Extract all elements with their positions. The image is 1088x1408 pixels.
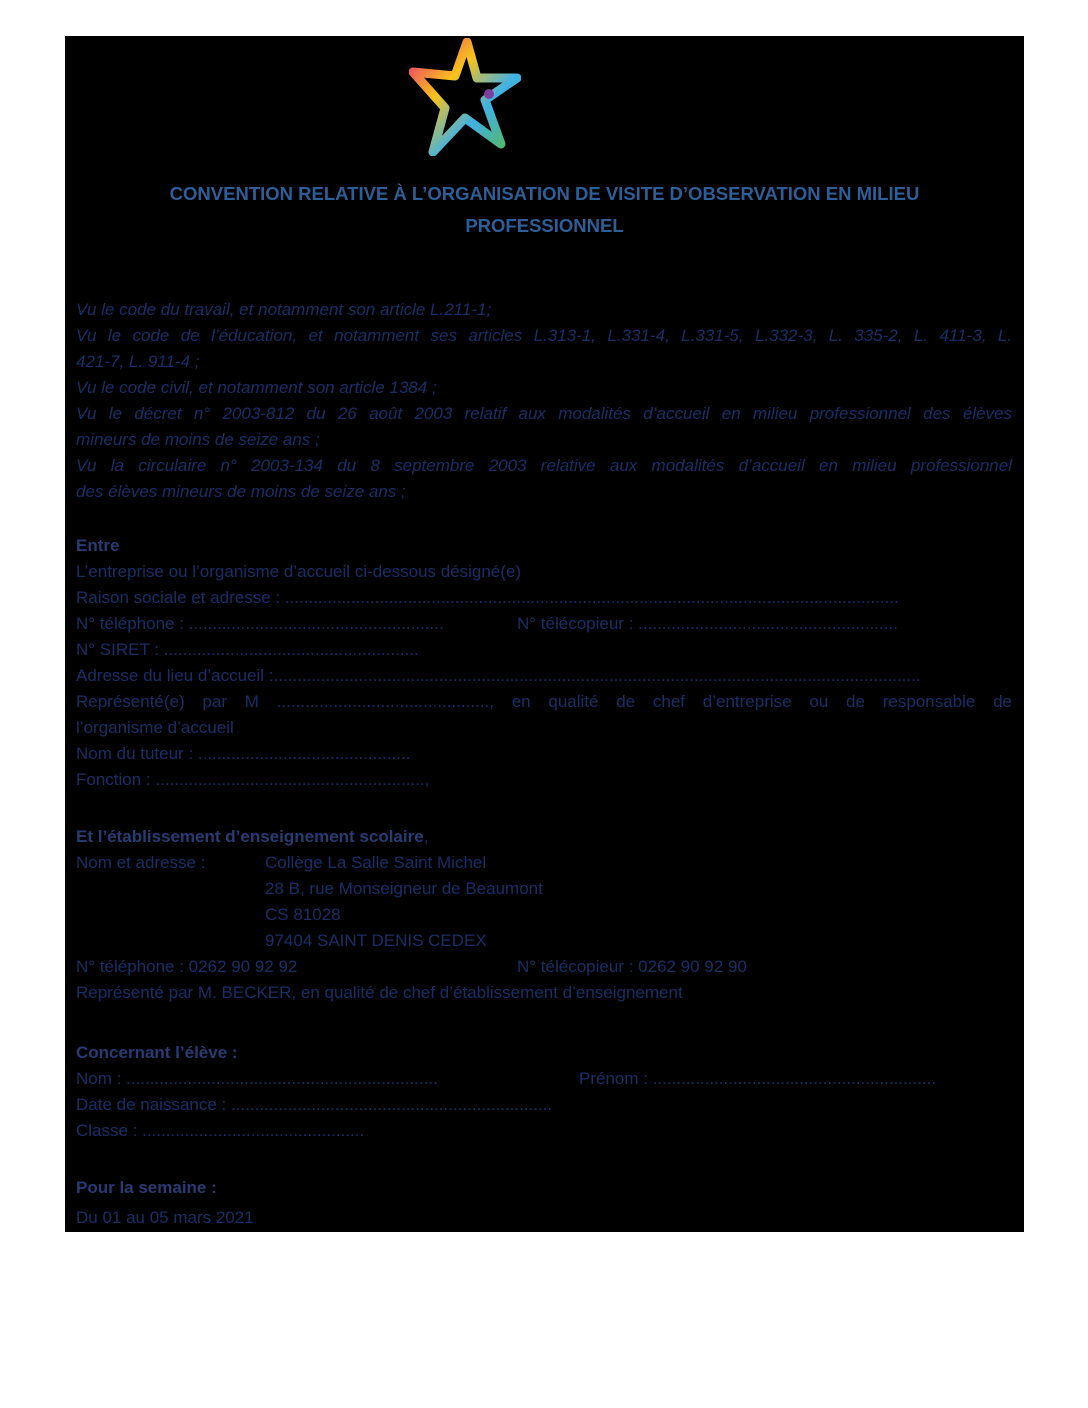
section-heading-week: Pour la semaine :	[76, 1178, 217, 1197]
star-logo-icon	[409, 38, 521, 156]
company-phone-field[interactable]: N° téléphone : ......................................................	[76, 614, 444, 633]
school-address-line: 28 B, rue Monseigneur de Beaumont	[265, 879, 543, 898]
representative-line-2: l’organisme d’accueil	[76, 718, 234, 737]
school-address-line: Collège La Salle Saint Michel	[265, 853, 487, 872]
week-dates: Du 01 au 05 mars 2021	[76, 1208, 254, 1227]
student-name-row	[76, 1066, 1012, 1092]
school-address-label: Nom et adresse :	[76, 853, 206, 872]
school-section	[76, 824, 1012, 1006]
representative-field[interactable]: Représenté(e) par M ............................................., en qualité de chef d’entreprise ou de responsable de	[76, 692, 1012, 711]
student-first-name-field[interactable]: Prénom : ............................................................	[579, 1069, 937, 1088]
week-section	[76, 1175, 1012, 1231]
school-address-row	[76, 876, 1012, 902]
company-section	[76, 533, 1012, 793]
company-name-address-field[interactable]: Raison sociale et adresse : ..................................................................................................................................	[76, 588, 899, 607]
title-line-1: CONVENTION RELATIVE À L’ORGANISATION DE VISITE D’OBSERVATION EN MILIEU	[169, 183, 920, 204]
tutor-name-field[interactable]: Nom du tuteur : .............................................	[76, 744, 411, 763]
host-address-field[interactable]: Adresse du lieu d’accueil :.........................................................................................................................................	[76, 666, 921, 685]
document-title	[105, 178, 984, 242]
student-class-field[interactable]: Classe : ...............................................	[76, 1121, 365, 1140]
company-fax-field[interactable]: N° télécopieur : .......................................................	[517, 614, 898, 633]
school-representative: Représenté par M. BECKER, en qualité de chef d’établissement d’enseignement	[76, 983, 683, 1002]
company-phone-fax-row	[76, 611, 1012, 637]
legal-line: Vu le décret n° 2003-812 du 26 août 2003 relatif aux modalités d’accueil en milieu professionnel des élèves	[76, 404, 1012, 423]
legal-line: des élèves mineurs de moins de seize ans ;	[76, 482, 406, 501]
tutor-function-field[interactable]: Fonction : .........................................................,	[76, 770, 430, 789]
section-heading-entre: Entre	[76, 536, 120, 555]
school-phone-fax-row	[76, 954, 1012, 980]
student-section	[76, 1040, 1012, 1144]
company-siret-field[interactable]: N° SIRET : ......................................................	[76, 640, 419, 659]
title-line-2: PROFESSIONNEL	[465, 215, 624, 236]
school-heading-row	[76, 824, 1012, 850]
document-page	[65, 36, 1024, 1232]
school-address-line: CS 81028	[265, 905, 341, 924]
section-heading-school: Et l’établissement d’enseignement scolaire	[76, 827, 424, 846]
company-intro: L’entreprise ou l’organisme d’accueil ci-dessous désigné(e)	[76, 562, 522, 581]
student-last-name-field[interactable]: Nom : ..................................................................	[76, 1069, 438, 1088]
legal-line: 421-7, L. 911-4 ;	[76, 352, 200, 371]
legal-line: mineurs de moins de seize ans ;	[76, 430, 320, 449]
legal-line: Vu la circulaire n° 2003-134 du 8 septembre 2003 relative aux modalités d’accueil en milieu professionnel	[76, 456, 1012, 475]
school-address-line: 97404 SAINT DENIS CEDEX	[265, 931, 487, 950]
school-heading-suffix: ,	[423, 827, 429, 846]
school-fax: N° télécopieur : 0262 90 92 90	[517, 957, 747, 976]
section-heading-student: Concernant l’élève :	[76, 1043, 238, 1062]
school-address-row	[76, 928, 1012, 954]
school-address-row	[76, 902, 1012, 928]
legal-references	[76, 297, 1012, 505]
legal-line: Vu le code civil, et notamment son article 1384 ;	[76, 378, 437, 397]
student-birthdate-field[interactable]: Date de naissance : ....................................................................	[76, 1095, 553, 1114]
school-address-row	[76, 850, 1012, 876]
legal-line: Vu le code de l’éducation, et notamment ses articles L.313-1, L.331-4, L.331-5, L.332-3, L. 335-2, L. 411-3, L.	[76, 326, 1012, 345]
school-phone: N° téléphone : 0262 90 92 92	[76, 957, 298, 976]
legal-line: Vu le code du travail, et notamment son article L.211-1;	[76, 300, 492, 319]
